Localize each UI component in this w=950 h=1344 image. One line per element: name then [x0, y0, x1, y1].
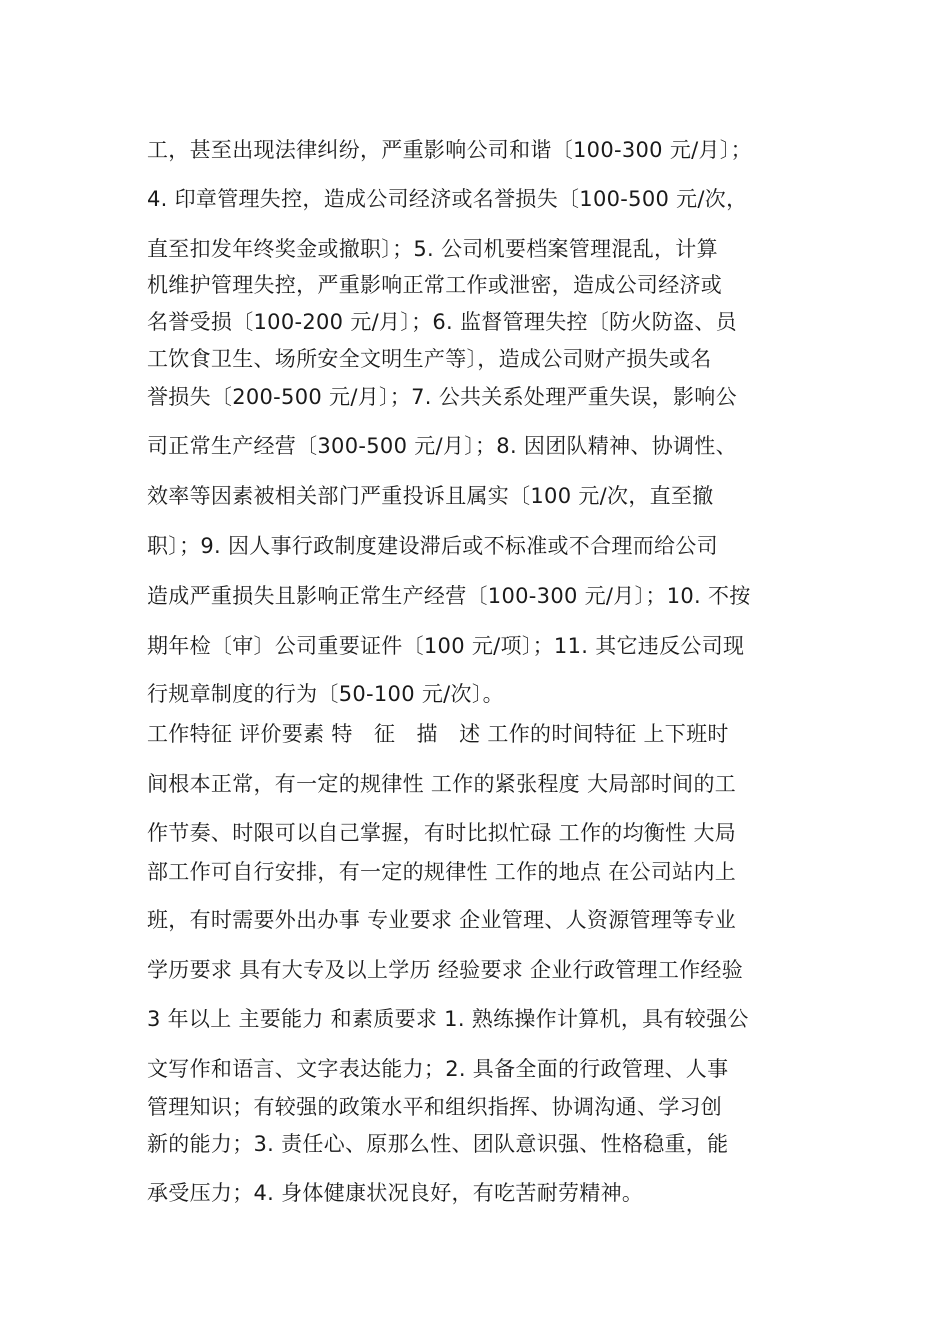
text-line: 工，甚至出现法律纠纷，严重影响公司和谐〔100-300 元/月〕； — [147, 138, 752, 162]
text-line: 文写作和语言、文字表达能力；2. 具备全面的行政管理、人事 — [147, 1057, 729, 1081]
text-line: 管理知识；有较强的政策水平和组织指挥、协调沟通、学习创 — [147, 1095, 723, 1119]
text-line: 效率等因素被相关部门严重投诉且属实〔100 元/次，直至撤 — [147, 484, 714, 508]
text-line: 班，有时需要外出办事 专业要求 企业管理、人资源管理等专业 — [147, 908, 737, 932]
text-line: 名誉受损〔100-200 元/月〕；6. 监督管理失控〔防火防盗、员 — [147, 310, 737, 334]
text-line: 期年检〔审〕公司重要证件〔100 元/项〕；11. 其它违反公司现 — [147, 634, 745, 658]
text-line: 司正常生产经营〔300-500 元/月〕；8. 因团队精神、协调性、 — [147, 434, 737, 458]
text-line: 造成严重损失且影响正常生产经营〔100-300 元/月〕；10. 不按 — [147, 584, 751, 608]
text-line: 部工作可自行安排，有一定的规律性 工作的地点 在公司站内上 — [147, 860, 737, 884]
text-line: 工饮食卫生、场所安全文明生产等〕，造成公司财产损失或名 — [147, 347, 712, 371]
text-line: 学历要求 具有大专及以上学历 经验要求 企业行政管理工作经验 — [147, 958, 744, 982]
text-line: 4. 印章管理失控，造成公司经济或名誉损失〔100-500 元/次， — [147, 187, 748, 211]
text-line: 3 年以上 主要能力 和素质要求 1. 熟练操作计算机，具有较强公 — [147, 1007, 749, 1031]
text-line: 誉损失〔200-500 元/月〕；7. 公共关系处理严重失误，影响公 — [147, 385, 737, 409]
text-line: 直至扣发年终奖金或撤职〕；5. 公司机要档案管理混乱，计算 — [147, 237, 718, 261]
text-line: 承受压力；4. 身体健康状况良好，有吃苦耐劳精神。 — [147, 1181, 644, 1205]
text-line: 工作特征 评价要素 特 征 描 述 工作的时间特征 上下班时 — [147, 722, 729, 746]
text-line: 行规章制度的行为〔50-100 元/次〕。 — [147, 682, 504, 706]
text-line: 机维护管理失控，严重影响正常工作或泄密，造成公司经济或 — [147, 273, 723, 297]
text-line: 作节奏、时限可以自己掌握，有时比拟忙碌 工作的均衡性 大局 — [147, 821, 737, 845]
text-line: 职〕；9. 因人事行政制度建设滞后或不标准或不合理而给公司 — [147, 534, 718, 558]
text-line: 间根本正常，有一定的规律性 工作的紧张程度 大局部时间的工 — [147, 772, 737, 796]
text-line: 新的能力；3. 责任心、原那么性、团队意识强、性格稳重，能 — [147, 1132, 729, 1156]
